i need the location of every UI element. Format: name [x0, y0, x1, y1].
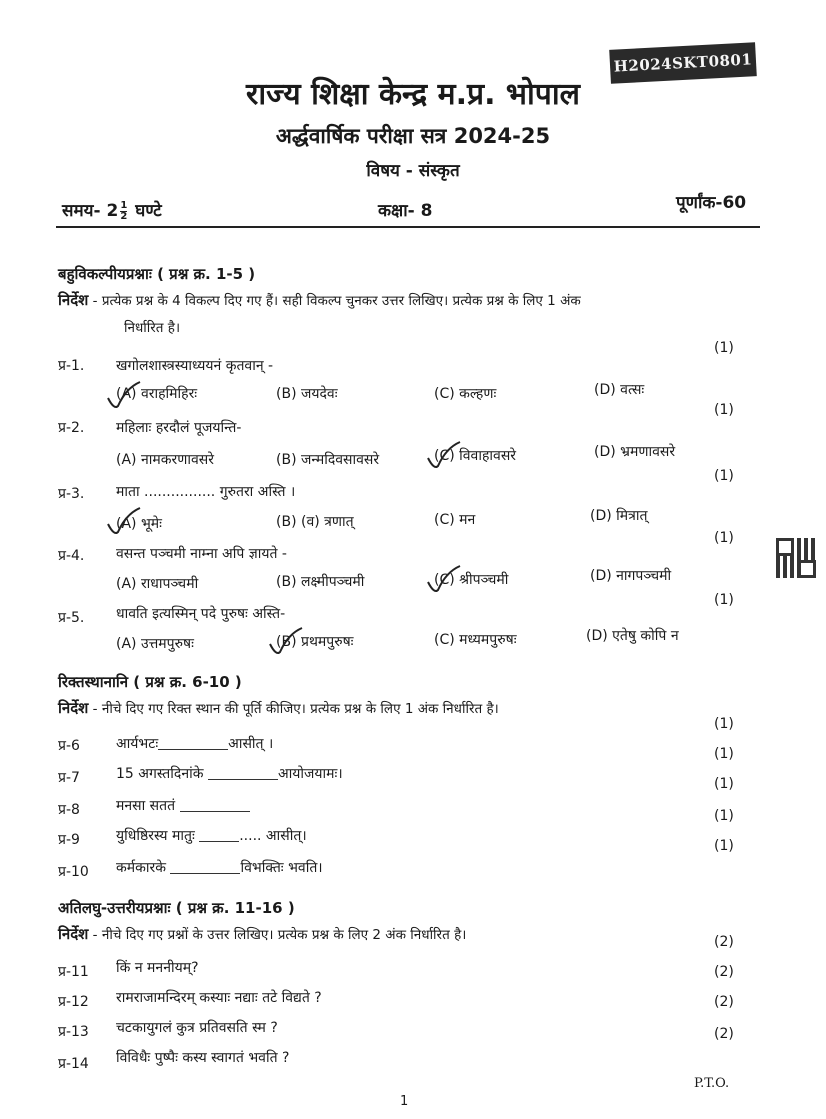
q12-text: रामराजामन्दिरम् कस्याः नद्याः तटे विद्यते ?: [116, 990, 322, 1006]
section1-heading: बहुविकल्पीयप्रश्नाः ( प्रश्न क्र. 1-5 ): [58, 265, 256, 283]
q9-text: [116, 826, 307, 845]
q8-blank: [180, 801, 250, 812]
q10-number: प्र-10: [58, 864, 89, 880]
q10-text: [116, 858, 323, 877]
q5-marks: (1): [714, 592, 734, 608]
q10-marks: (1): [714, 838, 734, 854]
board-title: राज्य शिक्षा केन्द्र म.प्र. भोपाल: [246, 77, 580, 112]
q9-pre: युधिष्ठिरस्य मातुः: [116, 828, 195, 844]
q5-text: धावति इत्यस्मिन् पदे पुरुषः अस्ति-: [116, 606, 286, 622]
q12-marks: (2): [714, 964, 734, 980]
section1-instruction: [58, 290, 581, 310]
section3-instruction: [58, 924, 466, 944]
q2-option-b: (B) जन्मदिवसावसरे: [276, 452, 380, 468]
q7-post: आयोजयामः।: [277, 766, 343, 782]
class-info: कक्षा- 8: [378, 201, 433, 221]
section1-instruction-cont: निर्धारित है।: [124, 320, 181, 336]
section3-heading: अतिलघु-उत्तरीयप्रश्नाः ( प्रश्न क्र. 11-16 ): [58, 899, 295, 917]
q5-option-d: (D) एतेषु कोपि न: [586, 628, 679, 644]
q3-text: माता ................ गुरुतरा अस्ति ।: [116, 484, 296, 500]
q6-marks: (1): [714, 716, 734, 732]
q10-pre: कर्मकारके: [116, 860, 166, 876]
page-number: 1: [400, 1094, 409, 1109]
q11-text: किं न मननीयम्?: [116, 960, 199, 976]
q6-number: प्र-6: [58, 738, 80, 754]
q14-text: विविधैः पुष्पैः कस्य स्वागतं भवति ?: [116, 1050, 290, 1066]
q7-blank: [208, 769, 278, 780]
time-info: [62, 198, 162, 222]
q5-option-c: (C) मध्यमपुरुषः: [434, 632, 517, 648]
time-fraction-denominator: 2: [120, 210, 128, 222]
q5-option-b: (B) प्रथमपुरुषः: [276, 634, 354, 650]
q3-option-d: (D) मित्रात्: [590, 508, 648, 524]
q7-number: प्र-7: [58, 770, 80, 786]
time-fraction-numerator: 1: [120, 199, 128, 211]
instruction-label: निर्देश: [58, 291, 89, 309]
q13-marks: (2): [714, 994, 734, 1010]
q11-marks: (2): [714, 934, 734, 950]
q2-option-c: (C) विवाहावसरे: [434, 448, 517, 464]
q4-option-b: (B) लक्ष्मीपञ्चमी: [276, 574, 365, 590]
q1-number: प्र-1.: [58, 358, 85, 374]
time-label: समय- 2: [62, 201, 119, 221]
q2-marks: (1): [714, 402, 734, 418]
q6-blank: [158, 739, 228, 750]
q1-option-d: (D) वत्सः: [594, 382, 645, 398]
q14-number: प्र-14: [58, 1056, 89, 1072]
q11-number: प्र-11: [58, 964, 89, 980]
q13-number: प्र-13: [58, 1024, 89, 1040]
q9-blank: [199, 831, 239, 842]
q3-number: प्र-3.: [58, 486, 85, 502]
q4-marks: (1): [714, 530, 734, 546]
q1-option-b: (B) जयदेवः: [276, 386, 338, 402]
q6-post: आसीत् ।: [228, 736, 274, 752]
q6-text: [116, 734, 273, 753]
instruction-label: निर्देश: [58, 699, 89, 717]
q9-number: प्र-9: [58, 832, 80, 848]
q8-marks: (1): [714, 776, 734, 792]
q3-option-a: (A) भूमेः: [116, 516, 162, 532]
q10-post: विभक्तिः भवति।: [240, 860, 323, 876]
q14-marks: (2): [714, 1026, 734, 1042]
qr-code-icon: [776, 538, 816, 578]
q4-number: प्र-4.: [58, 548, 85, 564]
section2-heading: रिक्तस्थानानि ( प्रश्न क्र. 6-10 ): [58, 673, 242, 691]
q13-text: चटकायुगलं कुत्र प्रतिवसति स्म ?: [116, 1020, 278, 1036]
q4-option-a: (A) राधापञ्चमी: [116, 576, 199, 592]
q7-text: [116, 764, 343, 783]
q4-text: वसन्त पञ्चमी नाम्ना अपि ज्ञायते -: [116, 546, 287, 562]
instruction-label: निर्देश: [58, 925, 89, 943]
q2-option-a: (A) नामकरणावसरे: [116, 452, 214, 468]
q5-number: प्र-5.: [58, 610, 85, 626]
q12-number: प्र-12: [58, 994, 89, 1010]
q9-marks: (1): [714, 808, 734, 824]
header-divider: [56, 226, 760, 228]
q4-option-c: (C) श्रीपञ्चमी: [434, 572, 509, 588]
instruction-text: - नीचे दिए गए रिक्त स्थान की पूर्ति कीजिए। प्रत्येक प्रश्न के लिए 1 अंक निर्धारित है।: [88, 701, 499, 717]
q4-option-d: (D) नागपञ्चमी: [590, 568, 672, 584]
q1-marks: (1): [714, 340, 734, 356]
q1-text: खगोलशास्त्रस्याध्ययनं कृतवान् -: [116, 358, 274, 374]
q8-pre: मनसा सततं: [116, 798, 176, 814]
q3-option-c: (C) मन: [434, 512, 476, 528]
q10-blank: [170, 863, 240, 874]
exam-title: अर्द्धवार्षिक परीक्षा सत्र 2024-25: [275, 124, 551, 148]
q5-option-a: (A) उत्तमपुरुषः: [116, 636, 194, 652]
instruction-text: - नीचे दिए गए प्रश्नों के उत्तर लिखिए। प्रत्येक प्रश्न के लिए 2 अंक निर्धारित है।: [88, 927, 467, 943]
q1-option-a: (A) वराहमिहिरः: [116, 386, 198, 402]
q6-pre: आर्यभटः: [116, 736, 159, 752]
q3-marks: (1): [714, 468, 734, 484]
q1-option-c: (C) कल्हणः: [434, 386, 497, 402]
q8-number: प्र-8: [58, 802, 80, 818]
q2-text: महिलाः हरदौलं पूजयन्ति-: [116, 420, 242, 436]
instruction-text: - प्रत्येक प्रश्न के 4 विकल्प दिए गए हैं। सही विकल्प चुनकर उत्तर लिखिए। प्रत्येक प्रश्न के लिए 1 अंक: [88, 293, 581, 309]
q7-pre: 15 अगस्तदिनांके: [116, 766, 204, 782]
q2-option-d: (D) भ्रमणावसरे: [594, 444, 676, 460]
q2-number: प्र-2.: [58, 420, 85, 436]
paper-code: H2024SKT0801: [609, 42, 757, 84]
pto-label: P.T.O.: [694, 1076, 730, 1091]
q3-option-b: (B) (व) त्रणात्: [276, 514, 354, 530]
q8-text: [116, 796, 250, 815]
subject-title: विषय - संस्कृत: [366, 161, 460, 181]
time-unit: घण्टे: [135, 201, 162, 221]
section2-instruction: [58, 698, 499, 718]
max-marks: पूर्णांक-60: [676, 193, 747, 213]
q7-marks: (1): [714, 746, 734, 762]
q9-post: ..... आसीत्।: [239, 828, 307, 844]
